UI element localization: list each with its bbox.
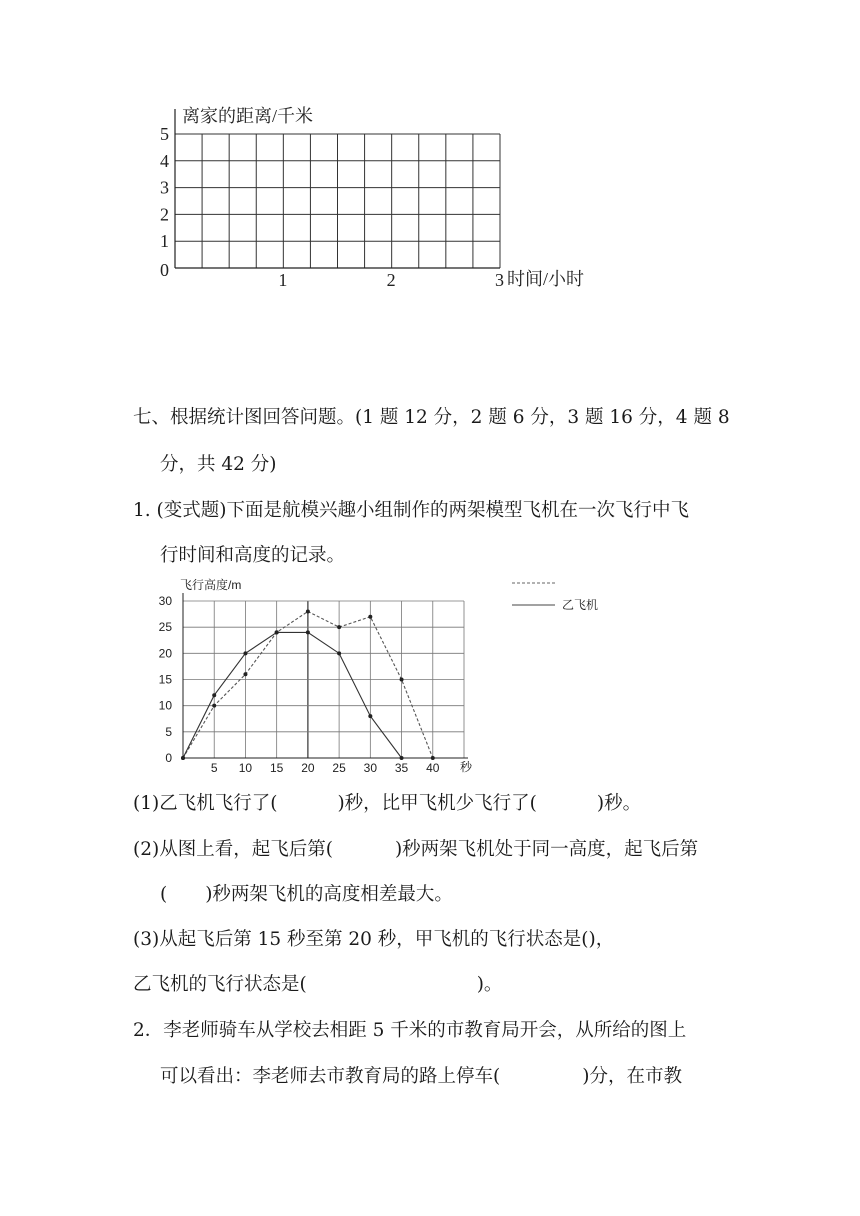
section-heading-line2: 分，共 42 分) <box>160 454 277 475</box>
data-point-dashed <box>431 756 435 760</box>
q1-part1-text-a: (1)乙飞机飞行了( <box>133 793 278 814</box>
q1-intro-line1: 1. (变式题)下面是航模兴趣小组制作的两架模型飞机在一次飞行中飞 <box>133 500 689 521</box>
data-point-solid <box>243 651 247 655</box>
x-tick-label: 40 <box>426 761 440 775</box>
data-point-solid <box>400 756 404 760</box>
q1-part2-line2 <box>160 881 453 909</box>
q1-part2-text-a: (2)从图上看，起飞后第( <box>133 839 333 860</box>
data-point-dashed <box>243 672 247 676</box>
y-tick-label: 20 <box>158 646 172 661</box>
q1-part2-text-c: ( <box>160 884 168 905</box>
y-tick-label: 25 <box>158 620 172 635</box>
y-tick-label: 0 <box>160 260 169 280</box>
data-point-dashed <box>212 704 216 708</box>
y-tick-label: 15 <box>158 672 172 687</box>
y-tick-label: 5 <box>160 124 169 144</box>
data-point-dashed <box>337 625 341 629</box>
y-tick-labels <box>160 124 169 280</box>
q2-text-a: 可以看出：李老师去市教育局的路上停车( <box>160 1066 501 1087</box>
x-tick-label: 25 <box>332 761 346 775</box>
data-point-solid <box>368 714 372 718</box>
x-tick-label: 2 <box>386 270 396 290</box>
x-tick-labels <box>278 270 504 290</box>
y-tick-label: 4 <box>160 150 169 171</box>
data-point-dashed <box>306 609 310 613</box>
q1-part1-text-c: )秒。 <box>596 793 642 814</box>
section-heading-line1: 七、根据统计图回答问题。(1 题 12 分，2 题 6 分，3 题 16 分，4 题 8 <box>133 407 730 428</box>
x-tick-label: 5 <box>210 761 218 775</box>
data-point-solid <box>306 630 310 634</box>
q1-part2-text-d: )秒两架飞机的高度相差最大。 <box>205 884 453 905</box>
data-point-dashed <box>400 678 404 682</box>
q1-part3-text-b: )。 <box>476 974 503 995</box>
legend-label-yi: 乙飞机 <box>562 598 599 612</box>
y-tick-label: 1 <box>160 231 169 252</box>
x-tick-label: 1 <box>278 270 288 290</box>
q1-intro-line2: 行时间和高度的记录。 <box>160 545 346 566</box>
q2-line1: 2．李老师骑车从学校去相距 5 千米的市教育局开会，从所给的图上 <box>133 1020 687 1041</box>
x-tick-label: 20 <box>301 761 315 775</box>
data-point-solid <box>337 651 341 655</box>
x-tick-label: 30 <box>363 761 378 775</box>
x-axis-label: 秒 <box>460 760 473 774</box>
x-tick-label: 35 <box>394 761 409 775</box>
x-axis-label: 时间/小时 <box>507 269 585 289</box>
y-tick-labels <box>159 594 173 765</box>
q1-part3-line1: (3)从起飞后第 15 秒至第 20 秒，甲飞机的飞行状态是()， <box>133 929 615 950</box>
chart-legend <box>512 583 598 612</box>
q1-part3-text-a: 乙飞机的飞行状态是( <box>133 974 307 995</box>
q1-part1 <box>133 790 641 818</box>
x-tick-label: 10 <box>238 761 253 775</box>
y-tick-label: 0 <box>165 751 172 765</box>
q1-part2-text-b: )秒两架飞机处于同一高度，起飞后第 <box>394 839 699 860</box>
q1-part3-line2 <box>133 971 502 999</box>
x-tick-label: 3 <box>495 270 504 290</box>
chart-grid <box>183 593 468 758</box>
x-tick-label: 15 <box>269 761 284 775</box>
y-tick-label: 10 <box>158 698 172 713</box>
q1-part2 <box>133 836 698 864</box>
distance-time-grid-chart <box>130 95 610 305</box>
y-tick-label: 2 <box>160 204 169 225</box>
data-point-dashed <box>368 615 372 619</box>
flight-height-line-chart <box>150 575 620 775</box>
data-point-solid <box>275 630 279 634</box>
data-point-solid <box>181 756 185 760</box>
data-point-solid <box>212 693 216 697</box>
q2-text-b: )分，在市教 <box>582 1066 682 1087</box>
x-tick-labels <box>211 761 440 775</box>
y-tick-label: 30 <box>158 594 172 608</box>
y-axis-label: 离家的距离/千米 <box>182 106 314 126</box>
q2-line2 <box>160 1063 682 1091</box>
y-axis-label: 飞行高度/m <box>180 578 242 592</box>
y-tick-label: 5 <box>165 724 172 739</box>
y-tick-label: 3 <box>160 177 169 198</box>
chart-grid <box>175 109 500 268</box>
q1-part1-text-b: )秒，比甲飞机少飞行了( <box>337 793 537 814</box>
